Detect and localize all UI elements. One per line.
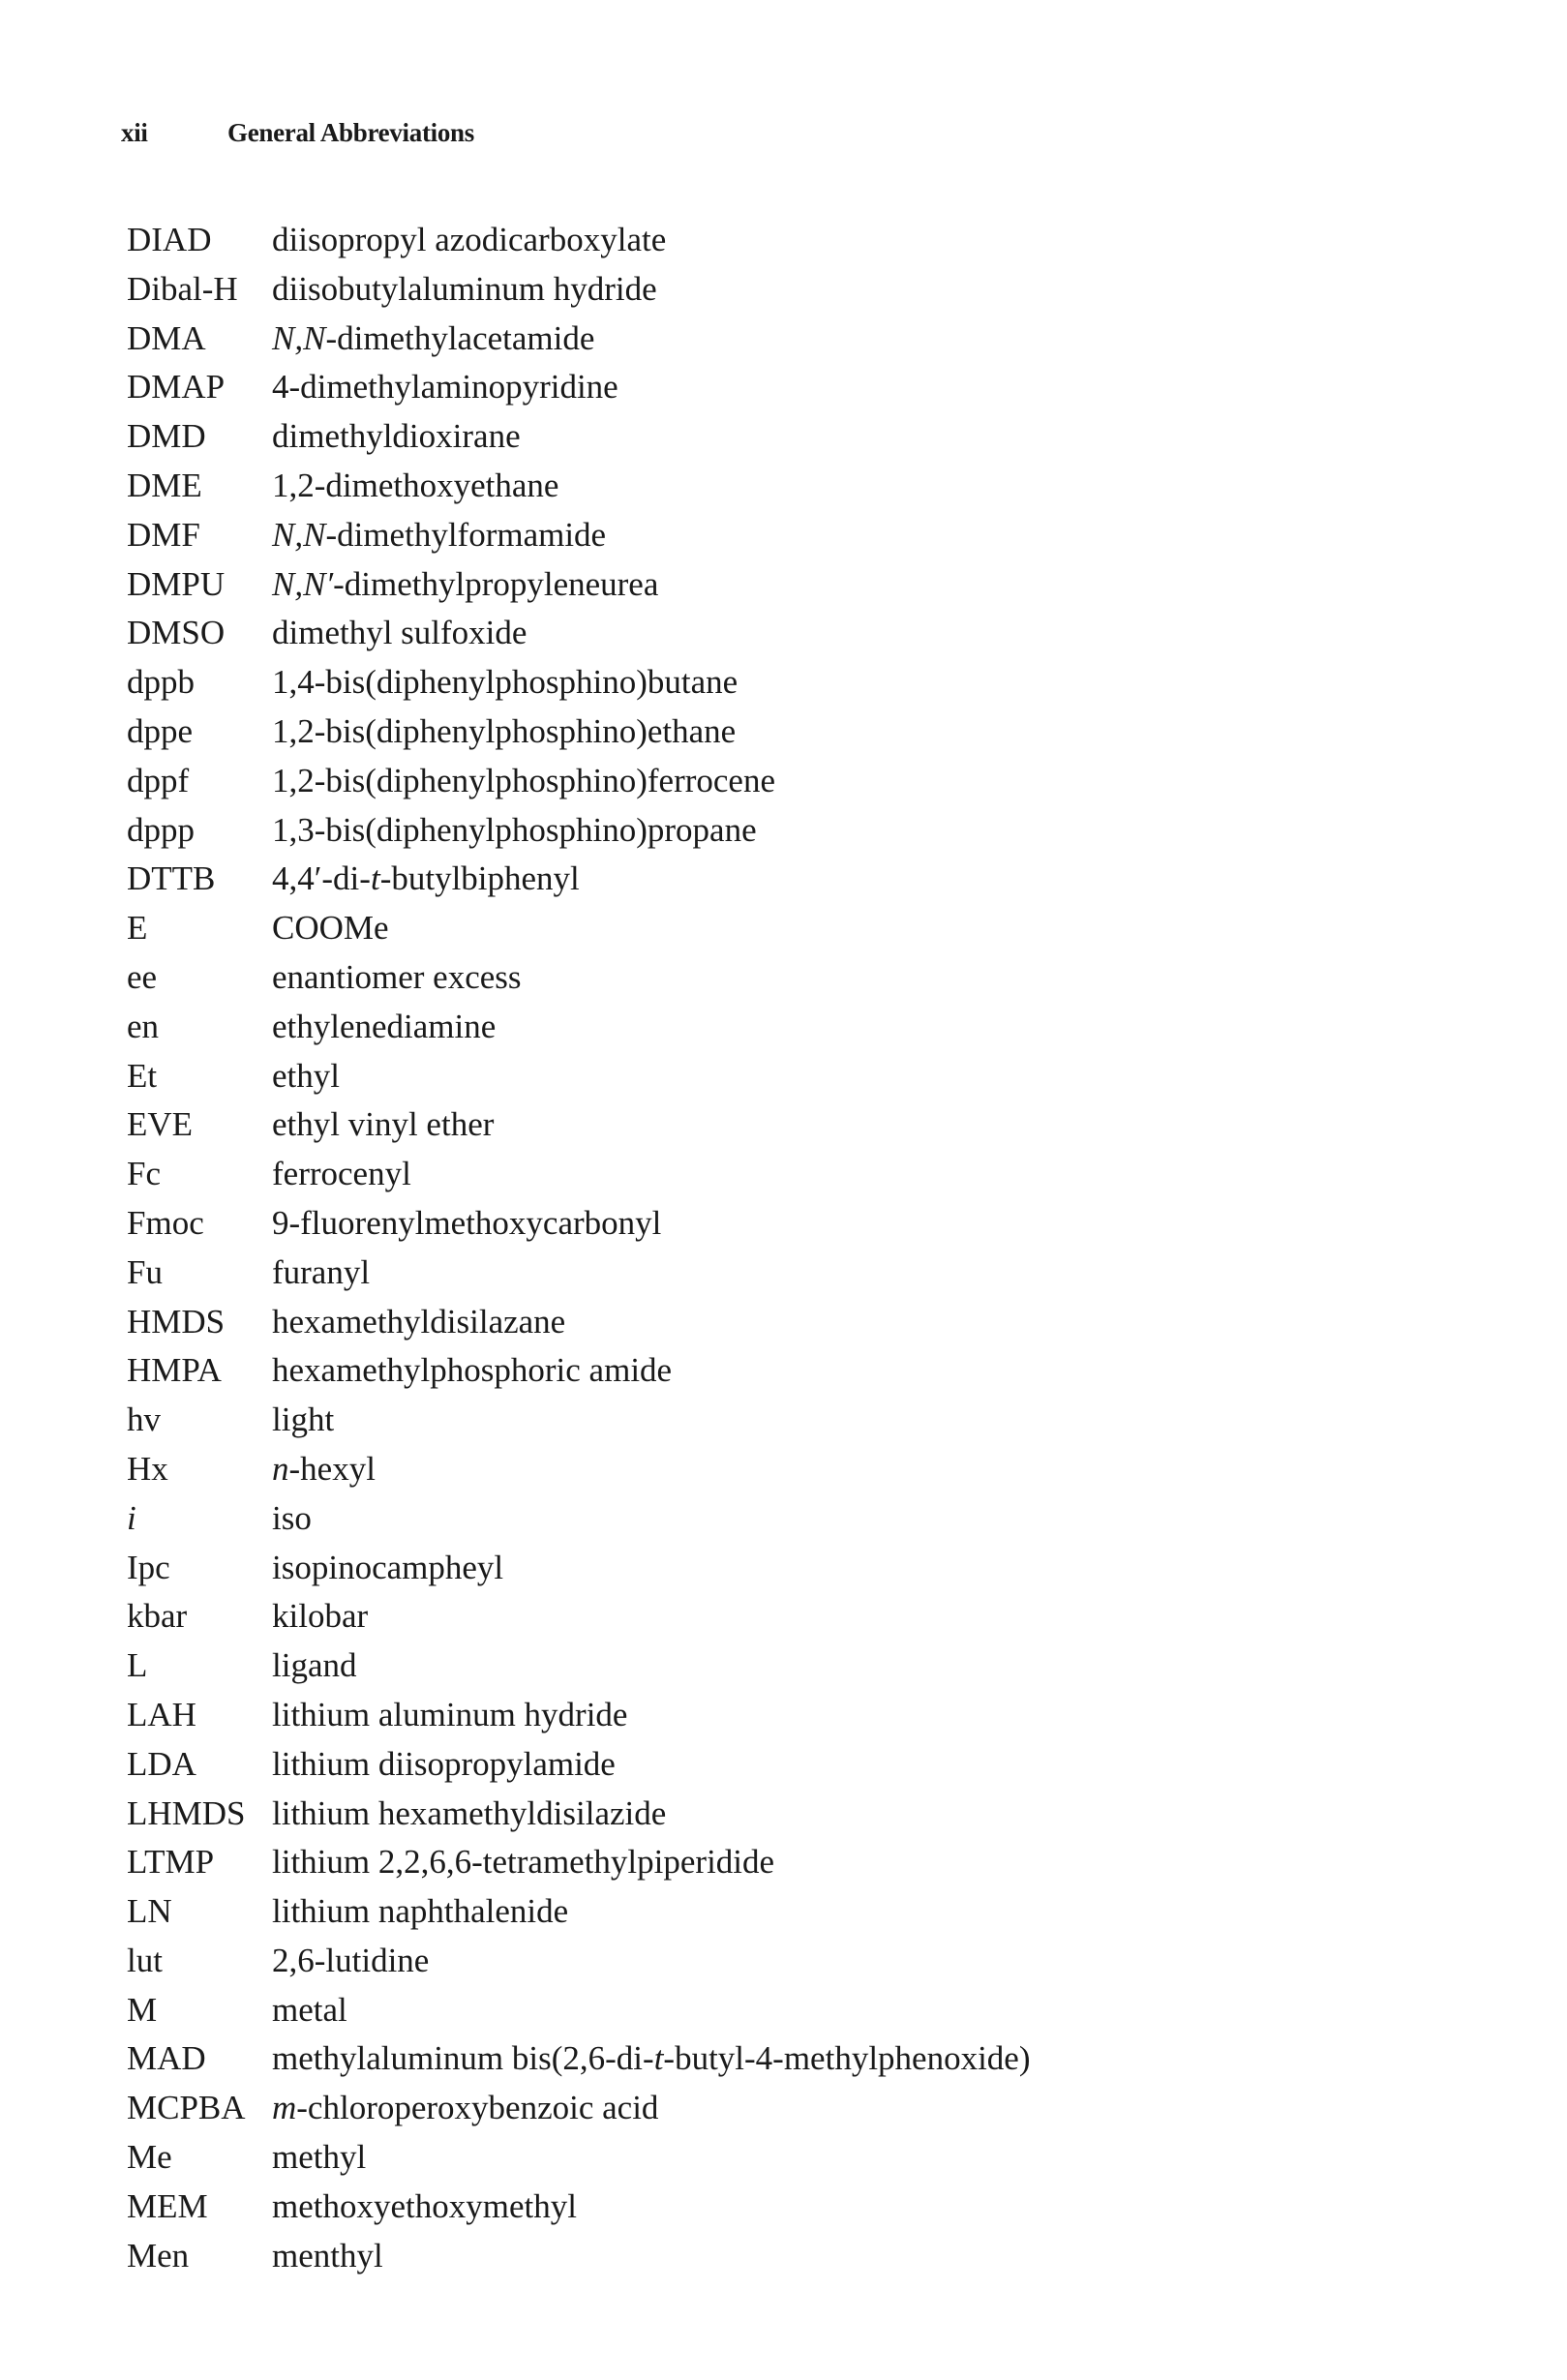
abbreviation-term: kbar xyxy=(127,1597,188,1636)
page-title: General Abbreviations xyxy=(227,118,474,147)
abbreviation-term: LDA xyxy=(127,1744,196,1783)
abbreviation-definition: ligand xyxy=(272,1646,357,1685)
abbreviation-term: DMF xyxy=(127,515,200,554)
abbreviation-row xyxy=(127,1544,1031,1593)
abbreviation-row xyxy=(127,757,1031,806)
abbreviation-term: MEM xyxy=(127,2186,208,2225)
abbreviation-definition: lithium naphthalenide xyxy=(272,1892,569,1931)
abbreviation-term: LN xyxy=(127,1892,172,1931)
abbreviation-definition: 4-dimethylaminopyridine xyxy=(272,368,618,407)
abbreviation-term: Me xyxy=(127,2138,172,2177)
abbreviation-term: HMDS xyxy=(127,1302,226,1341)
abbreviation-definition: lithium diisopropylamide xyxy=(272,1744,616,1783)
abbreviation-definition: methyl xyxy=(272,2138,367,2177)
abbreviation-definition: N,N-dimethylformamide xyxy=(272,515,607,554)
abbreviation-definition: ethyl vinyl ether xyxy=(272,1105,495,1144)
abbreviation-definition: lithium hexamethyldisilazide xyxy=(272,1793,667,1832)
abbreviation-row xyxy=(127,511,1031,560)
abbreviation-row xyxy=(127,1150,1031,1199)
abbreviation-term: MCPBA xyxy=(127,2089,246,2127)
abbreviation-row xyxy=(127,1494,1031,1544)
abbreviation-definition: ethylenediamine xyxy=(272,1007,497,1045)
abbreviation-row xyxy=(127,2232,1031,2281)
abbreviation-definition: diisopropyl azodicarboxylate xyxy=(272,221,667,258)
abbreviation-definition: N,N′-dimethylpropyleneurea xyxy=(272,564,659,603)
abbreviation-row xyxy=(127,560,1031,610)
abbreviation-row xyxy=(127,1100,1031,1150)
abbreviation-definition: ethyl xyxy=(272,1056,340,1095)
abbreviation-row xyxy=(127,1445,1031,1494)
abbreviation-definition: n-hexyl xyxy=(272,1449,376,1488)
abbreviation-definition: ferrocenyl xyxy=(272,1155,411,1193)
abbreviation-term: DMPU xyxy=(127,564,226,603)
abbreviation-row xyxy=(127,1052,1031,1101)
abbreviation-row xyxy=(127,953,1031,1003)
abbreviation-definition: hexamethyldisilazane xyxy=(272,1302,566,1341)
abbreviation-definition: methylaluminum bis(2,6-di-t-butyl-4-methylphenoxide) xyxy=(272,2039,1031,2078)
abbreviation-term: en xyxy=(127,1007,160,1045)
abbreviation-definition: N,N-dimethylacetamide xyxy=(272,318,595,357)
abbreviation-row xyxy=(127,315,1031,364)
abbreviation-row xyxy=(127,1003,1031,1052)
abbreviation-row xyxy=(127,462,1031,511)
abbreviation-term: Fmoc xyxy=(127,1203,204,1242)
abbreviation-term: Et xyxy=(127,1056,158,1095)
abbreviation-definition: 1,3-bis(diphenylphosphino)propane xyxy=(272,810,757,849)
abbreviation-row xyxy=(127,1790,1031,1839)
abbreviation-row xyxy=(127,1199,1031,1249)
abbreviation-row xyxy=(127,609,1031,658)
abbreviation-term: E xyxy=(127,909,148,948)
abbreviation-row xyxy=(127,904,1031,953)
abbreviation-term: DMSO xyxy=(127,614,226,652)
abbreviation-definition: metal xyxy=(272,1990,347,2029)
abbreviation-definition: enantiomer excess xyxy=(272,957,522,996)
abbreviation-row xyxy=(127,658,1031,708)
abbreviation-term: HMPA xyxy=(127,1351,222,1390)
abbreviation-term: DTTB xyxy=(127,859,216,898)
abbreviation-row xyxy=(127,855,1031,904)
abbreviation-term: DMA xyxy=(127,318,206,357)
abbreviation-definition: diisobutylaluminum hydride xyxy=(272,269,657,308)
abbreviation-definition: iso xyxy=(272,1498,312,1537)
abbreviation-row xyxy=(127,1937,1031,1986)
abbreviation-row xyxy=(127,2084,1031,2133)
abbreviation-definition: hexamethylphosphoric amide xyxy=(272,1351,673,1390)
abbreviation-term: Men xyxy=(127,2236,190,2275)
abbreviation-term: lut xyxy=(127,1941,163,1979)
abbreviation-definition: kilobar xyxy=(272,1597,369,1636)
abbreviation-row xyxy=(127,1740,1031,1790)
abbreviation-term: DMD xyxy=(127,417,206,456)
abbreviation-row xyxy=(127,216,1031,265)
abbreviation-row xyxy=(127,1642,1031,1691)
abbreviation-term: DMAP xyxy=(127,368,226,407)
abbreviation-term: dppp xyxy=(127,810,195,849)
abbreviation-definition: dimethyl sulfoxide xyxy=(272,614,527,652)
abbreviation-row xyxy=(127,708,1031,757)
abbreviation-row xyxy=(127,1887,1031,1937)
abbreviation-definition: menthyl xyxy=(272,2236,383,2275)
abbreviation-definition: lithium 2,2,6,6-tetramethylpiperidide xyxy=(272,1843,775,1882)
abbreviation-term: MAD xyxy=(127,2039,206,2078)
abbreviation-list xyxy=(127,216,1031,2280)
abbreviation-term: LTMP xyxy=(127,1843,215,1882)
abbreviation-term: Fu xyxy=(127,1252,163,1291)
abbreviation-term: L xyxy=(127,1646,148,1685)
abbreviation-definition: 2,6-lutidine xyxy=(272,1941,430,1979)
abbreviation-row xyxy=(127,1249,1031,1298)
abbreviation-row xyxy=(127,1986,1031,2035)
abbreviation-term: LAH xyxy=(127,1695,196,1733)
abbreviation-term: DME xyxy=(127,466,202,504)
abbreviation-row xyxy=(127,2034,1031,2084)
page-header xyxy=(121,118,474,148)
abbreviation-term: LHMDS xyxy=(127,1793,246,1832)
abbreviation-term: EVE xyxy=(127,1105,194,1144)
abbreviation-term: hv xyxy=(127,1401,161,1439)
abbreviation-row xyxy=(127,363,1031,412)
abbreviation-definition: 1,2-bis(diphenylphosphino)ferrocene xyxy=(272,761,775,799)
abbreviation-row xyxy=(127,1346,1031,1396)
abbreviation-term: ee xyxy=(127,957,158,996)
abbreviation-row xyxy=(127,2183,1031,2232)
abbreviation-definition: dimethyldioxirane xyxy=(272,417,521,456)
abbreviation-term: DIAD xyxy=(127,221,212,258)
abbreviation-definition: furanyl xyxy=(272,1252,371,1291)
abbreviation-definition: light xyxy=(272,1401,335,1439)
abbreviation-row xyxy=(127,1298,1031,1347)
abbreviation-definition: lithium aluminum hydride xyxy=(272,1695,628,1733)
abbreviation-row xyxy=(127,1592,1031,1642)
abbreviation-definition: isopinocampheyl xyxy=(272,1548,504,1586)
abbreviation-term: dppb xyxy=(127,663,195,702)
abbreviation-row xyxy=(127,1396,1031,1445)
abbreviation-definition: 1,2-dimethoxyethane xyxy=(272,466,559,504)
abbreviation-definition: m-chloroperoxybenzoic acid xyxy=(272,2089,659,2127)
abbreviation-row xyxy=(127,2133,1031,2183)
abbreviation-term: M xyxy=(127,1990,158,2029)
abbreviation-term: Ipc xyxy=(127,1548,170,1586)
abbreviation-term: Hx xyxy=(127,1449,168,1488)
abbreviation-definition: 1,2-bis(diphenylphosphino)ethane xyxy=(272,711,737,750)
abbreviation-row xyxy=(127,806,1031,856)
abbreviation-row xyxy=(127,412,1031,462)
abbreviation-term: dppf xyxy=(127,761,190,799)
abbreviation-term: Fc xyxy=(127,1155,161,1193)
abbreviation-definition: methoxyethoxymethyl xyxy=(272,2186,577,2225)
abbreviation-definition: 4,4′-di-t-butylbiphenyl xyxy=(272,859,580,898)
abbreviation-row xyxy=(127,1838,1031,1887)
abbreviation-term: Dibal-H xyxy=(127,269,238,308)
abbreviation-row xyxy=(127,265,1031,315)
abbreviation-term: i xyxy=(127,1498,136,1537)
abbreviation-definition: 1,4-bis(diphenylphosphino)butane xyxy=(272,663,738,702)
page-number: xii xyxy=(121,118,148,147)
abbreviation-row xyxy=(127,1691,1031,1740)
abbreviation-definition: COOMe xyxy=(272,909,389,948)
abbreviation-definition: 9-fluorenylmethoxycarbonyl xyxy=(272,1203,662,1242)
abbreviation-term: dppe xyxy=(127,711,194,750)
